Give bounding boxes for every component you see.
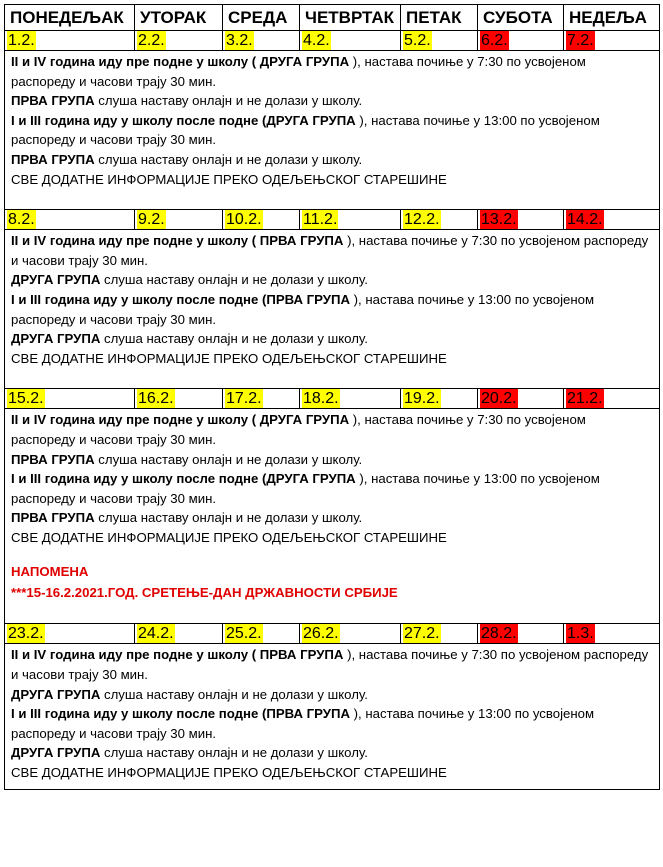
weekend-date-cell: 13.2.	[481, 211, 517, 229]
weekend-date-cell: 14.2.	[567, 211, 603, 229]
online-group-text: ДРУГА ГРУПА слуша наставу онлајн и не долази у школу.	[11, 272, 368, 288]
date-cell: 26.2.	[303, 625, 339, 643]
morning-shift-text: II и IV година иду пре подне у школу ( ДРУГА ГРУПА ), настава почиње у 7:30 по усвојеном распореду и часови трају 30 мин.	[11, 54, 586, 89]
afternoon-shift-text: I и III година иду у школу после подне (ДРУГА ГРУПА ), настава почиње у 13:00 по усвојеном распореду и часови трају 30 мин.	[11, 471, 600, 506]
date-cell: 12.2.	[404, 211, 440, 229]
schedule-table	[4, 4, 660, 790]
afternoon-group: ПРВА ГРУПА	[266, 291, 350, 307]
date-cell: 10.2.	[226, 211, 262, 229]
week-1-info-row	[5, 51, 660, 210]
date-cell: 1.2.	[8, 32, 35, 49]
schedule-document	[4, 4, 659, 790]
date-cell: 18.2.	[303, 390, 339, 408]
date-cell: 27.2.	[404, 625, 440, 643]
weekend-date-cell: 21.2.	[567, 390, 603, 408]
day-header-monday: ПОНЕДЕЉАК	[5, 5, 135, 31]
date-cell: 5.2.	[404, 32, 431, 49]
date-cell: 11.2.	[303, 211, 338, 229]
week-3-info	[5, 409, 660, 624]
date-cell: 3.2.	[226, 32, 253, 49]
morning-shift-text: II и IV година иду пре подне у школу ( ПРВА ГРУПА ), настава почиње у 7:30 по усвојеном распореду и часови трају 30 мин.	[11, 647, 649, 683]
online-group-text: ДРУГА ГРУПА слуша наставу онлајн и не долази у школу.	[11, 331, 368, 347]
note-text: ***15-16.2.2021.ГОД. СРЕТЕЊЕ-ДАН ДРЖАВНОСТИ СРБИЈЕ	[11, 585, 398, 601]
online-group-text: ПРВА ГРУПА слуша наставу онлајн и не долази у школу.	[11, 151, 363, 167]
morning-group: ДРУГА ГРУПА	[259, 54, 350, 69]
week-2-info	[5, 230, 660, 389]
day-header-row	[5, 5, 660, 31]
week-4-info-row	[5, 644, 660, 789]
morning-group: ПРВА ГРУПА	[259, 233, 344, 249]
date-cell: 19.2.	[404, 390, 440, 408]
morning-shift-text: II и IV година иду пре подне у школу ( ДРУГА ГРУПА ), настава почиње у 7:30 по усвојеном распореду и часови трају 30 мин.	[11, 412, 586, 447]
weekend-date-cell: 7.2.	[567, 32, 594, 49]
online-group-text: ПРВА ГРУПА слуша наставу онлајн и не долази у школу.	[11, 93, 363, 109]
online-group-text: ДРУГА ГРУПА слуша наставу онлајн и не долази у школу.	[11, 745, 368, 761]
afternoon-group: ДРУГА ГРУПА	[266, 112, 356, 128]
afternoon-shift-text: I и III година иду у школу после подне (ДРУГА ГРУПА ), настава почиње у 13:00 по усвојеном распореду и часови трају 30 мин.	[11, 112, 600, 148]
weekend-date-cell: 6.2.	[481, 32, 508, 49]
day-header-sunday: НЕДЕЉА	[564, 5, 660, 31]
week-4-dates-row	[5, 624, 660, 644]
day-header-thursday: ЧЕТВРТАК	[300, 5, 401, 31]
morning-group: ДРУГА ГРУПА	[259, 412, 350, 428]
week-2-dates-row	[5, 210, 660, 230]
week-3-dates-row	[5, 389, 660, 409]
online-group-text: ПРВА ГРУПА слуша наставу онлајн и не долази у школу.	[11, 510, 363, 526]
afternoon-shift-text: I и III година иду у школу после подне (ПРВА ГРУПА ), настава почиње у 13:00 по усвојеном распореду и часови трају 30 мин.	[11, 291, 595, 327]
afternoon-group: ПРВА ГРУПА	[266, 706, 350, 722]
weekend-date-cell: 28.2.	[481, 625, 517, 643]
date-cell: 25.2.	[226, 625, 262, 643]
week-3-info-row	[5, 409, 660, 624]
date-cell: 24.2.	[138, 625, 174, 643]
day-header-wednesday: СРЕДА	[223, 5, 300, 31]
date-cell: 8.2.	[8, 211, 35, 229]
week-4-info	[5, 644, 660, 789]
info-footer: СВЕ ДОДАТНЕ ИНФОРМАЦИЈЕ ПРЕКО ОДЕЉЕЊСКОГ СТАРЕШИНЕ	[11, 171, 447, 187]
week-2-info-row	[5, 230, 660, 389]
date-cell: 9.2.	[138, 211, 165, 229]
weekend-date-cell: 20.2.	[481, 390, 517, 408]
note-title: НАПОМЕНА	[11, 564, 89, 580]
info-footer: СВЕ ДОДАТНЕ ИНФОРМАЦИЈЕ ПРЕКО ОДЕЉЕЊСКОГ СТАРЕШИНЕ	[11, 765, 447, 781]
week-1-info	[5, 51, 660, 210]
day-header-saturday: СУБОТА	[478, 5, 564, 31]
date-cell: 4.2.	[303, 32, 330, 49]
weekend-date-cell: 1.3.	[567, 625, 594, 643]
afternoon-group: ДРУГА ГРУПА	[266, 471, 356, 487]
morning-shift-text: II и IV година иду пре подне у школу ( ПРВА ГРУПА ), настава почиње у 7:30 по усвојеном распореду и часови трају 30 мин.	[11, 233, 649, 268]
afternoon-shift-text: I и III година иду у школу после подне (ПРВА ГРУПА ), настава почиње у 13:00 по усвојеном распореду и часови трају 30 мин.	[11, 706, 595, 741]
date-cell: 15.2.	[8, 390, 44, 408]
date-cell: 16.2.	[138, 390, 174, 408]
day-header-friday: ПЕТАК	[401, 5, 478, 31]
day-header-tuesday: УТОРАК	[135, 5, 223, 31]
date-cell: 2.2.	[138, 32, 165, 49]
online-group-text: ПРВА ГРУПА слуша наставу онлајн и не долази у школу.	[11, 451, 363, 467]
week-1-dates-row	[5, 31, 660, 51]
info-footer: СВЕ ДОДАТНЕ ИНФОРМАЦИЈЕ ПРЕКО ОДЕЉЕЊСКОГ СТАРЕШИНЕ	[11, 350, 447, 366]
date-cell: 23.2.	[8, 625, 44, 643]
info-footer: СВЕ ДОДАТНЕ ИНФОРМАЦИЈЕ ПРЕКО ОДЕЉЕЊСКОГ СТАРЕШИНЕ	[11, 529, 447, 545]
date-cell: 17.2.	[226, 390, 262, 408]
morning-group: ПРВА ГРУПА	[259, 647, 344, 663]
online-group-text: ДРУГА ГРУПА слуша наставу онлајн и не долази у школу.	[11, 686, 368, 702]
